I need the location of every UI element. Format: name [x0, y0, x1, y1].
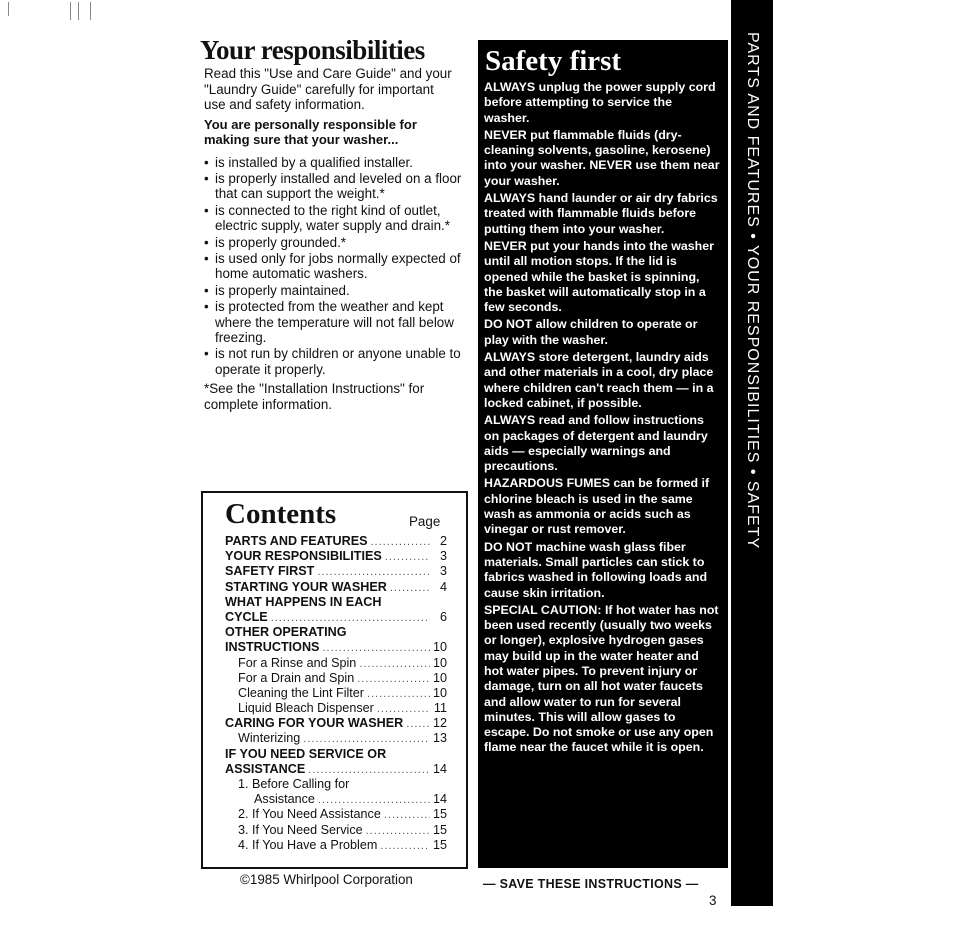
toc-entry: Liquid Bleach Dispenser ..... 11 [225, 701, 447, 716]
toc-entry: INSTRUCTIONS ..... 10 [225, 640, 447, 655]
toc-entry: ASSISTANCE ..... 14 [225, 762, 447, 777]
safety-paragraph: HAZARDOUS FUMES can be formed if chlorine bleach is used in the same wash as ammonia or acids such as vinegar or rust remover. [484, 476, 710, 537]
toc-entry: Cleaning the Lint Filter ..... 10 [225, 686, 447, 701]
bullet-icon: • [204, 251, 209, 267]
safety-paragraph: DO NOT allow children to operate or play with the washer. [484, 317, 698, 347]
toc-entry: For a Rinse and Spin ..... 10 [225, 656, 447, 671]
bullet-icon: • [204, 282, 209, 298]
contents-box [201, 491, 468, 869]
table-of-contents [225, 534, 447, 853]
safety-paragraph: DO NOT machine wash glass fiber materials. Small particles can stick to fabrics washed in following loads and cause skin irritation. [484, 539, 708, 600]
toc-entry: 2. If You Need Assistance ..... 15 [225, 807, 447, 822]
toc-entry: For a Drain and Spin ..... 10 [225, 671, 447, 686]
toc-entry: 4. If You Have a Problem ..... 15 [225, 838, 447, 853]
scan-edge-marks [6, 2, 96, 20]
list-item: • is properly maintained. [204, 282, 350, 298]
toc-entry: SAFETY FIRST ..... 3 [225, 564, 447, 579]
safety-paragraph: ALWAYS read and follow instructions on packages of detergent and laundry aids — especially warnings and precautions. [484, 413, 708, 474]
safety-first-panel [478, 40, 728, 868]
toc-entry: Winterizing ..... 13 [225, 731, 447, 746]
contents-title: Contents [225, 498, 337, 530]
toc-entry: CARING FOR YOUR WASHER ..... 12 [225, 716, 447, 731]
bullet-icon: • [204, 346, 209, 362]
responsibilities-intro: Read this "Use and Care Guide" and your "Laundry Guide" carefully for important use and safety information. [204, 66, 452, 113]
section-side-tab [731, 0, 773, 906]
bullet-icon: • [204, 154, 209, 170]
toc-entry: Assistance ..... 14 [225, 792, 447, 807]
toc-heading: IF YOU NEED SERVICE OR [225, 746, 387, 761]
bullet-icon: • [204, 299, 209, 315]
page-number: 3 [709, 893, 717, 908]
safety-paragraph: ALWAYS unplug the power supply cord before attempting to service the washer. [484, 80, 716, 125]
toc-heading: 1. Before Calling for [238, 777, 350, 791]
bullet-icon: • [204, 234, 209, 250]
list-item: • is protected from the weather and kept where the temperature will not fall below freezing. [204, 299, 454, 346]
list-item: • is connected to the right kind of outlet, electric supply, water supply and drain.* [204, 202, 450, 234]
toc-entry: CYCLE ..... 6 [225, 610, 447, 625]
installation-footnote: *See the "Installation Instructions" for complete information. [204, 381, 425, 412]
toc-entry: STARTING YOUR WASHER ..... 4 [225, 580, 447, 595]
safety-body [484, 80, 720, 758]
copyright: ©1985 Whirlpool Corporation [240, 872, 413, 887]
list-item: • is installed by a qualified installer. [204, 154, 413, 170]
bullet-icon: • [204, 171, 209, 186]
toc-entry: 3. If You Need Service ..... 15 [225, 823, 447, 838]
safety-paragraph: SPECIAL CAUTION: If hot water has not been used recently (usually two weeks or longer), explosive hydrogen gases may build up in the water heater and hot water pipes. To prevent injury or damage, turn on all hot water faucets and allow water to run for several minutes. This will allow gases to escape. Do not smoke or use any open flame near the faucet while it is open. [484, 602, 719, 755]
contents-page-label: Page [409, 514, 441, 529]
safety-paragraph: ALWAYS hand launder or air dry fabrics treated with flammable fluids before putting them into your washer. [484, 191, 718, 236]
responsibilities-list [204, 155, 470, 378]
toc-entry: YOUR RESPONSIBILITIES ..... 3 [225, 549, 447, 564]
safety-title: Safety first [485, 45, 622, 77]
toc-heading: OTHER OPERATING [225, 625, 347, 640]
save-instructions: — SAVE THESE INSTRUCTIONS — [483, 877, 699, 891]
list-item: • is not run by children or anyone unable to operate it properly. [204, 346, 461, 377]
list-item: • is properly grounded.* [204, 234, 347, 250]
toc-heading: WHAT HAPPENS IN EACH [225, 594, 382, 609]
toc-entry: PARTS AND FEATURES ..... 2 [225, 534, 447, 549]
responsibilities-title: Your responsibilities [200, 35, 425, 65]
list-item: • is properly installed and leveled on a floor that can support the weight.* [204, 171, 462, 202]
safety-paragraph: NEVER put flammable fluids (dry-cleaning solvents, gasoline, kerosene) into your washer. NEVER use them near your washer. [484, 127, 720, 188]
side-tab-label: PARTS AND FEATURES • YOUR RESPONSIBILITIES • SAFETY [744, 32, 761, 550]
bullet-icon: • [204, 202, 209, 218]
list-item: • is used only for jobs normally expected of home automatic washers. [204, 251, 461, 282]
responsibilities-section [200, 36, 470, 412]
safety-paragraph: ALWAYS store detergent, laundry aids and other materials in a cool, dry place where children can't reach them — in a locked cabinet, if possible. [484, 350, 714, 410]
responsibilities-lead: You are personally responsible for making sure that your washer... [204, 116, 417, 148]
safety-paragraph: NEVER put your hands into the washer until all motion stops. If the lid is opened while the basket is spinning, the basket will automatically stop in a few seconds. [484, 238, 714, 315]
